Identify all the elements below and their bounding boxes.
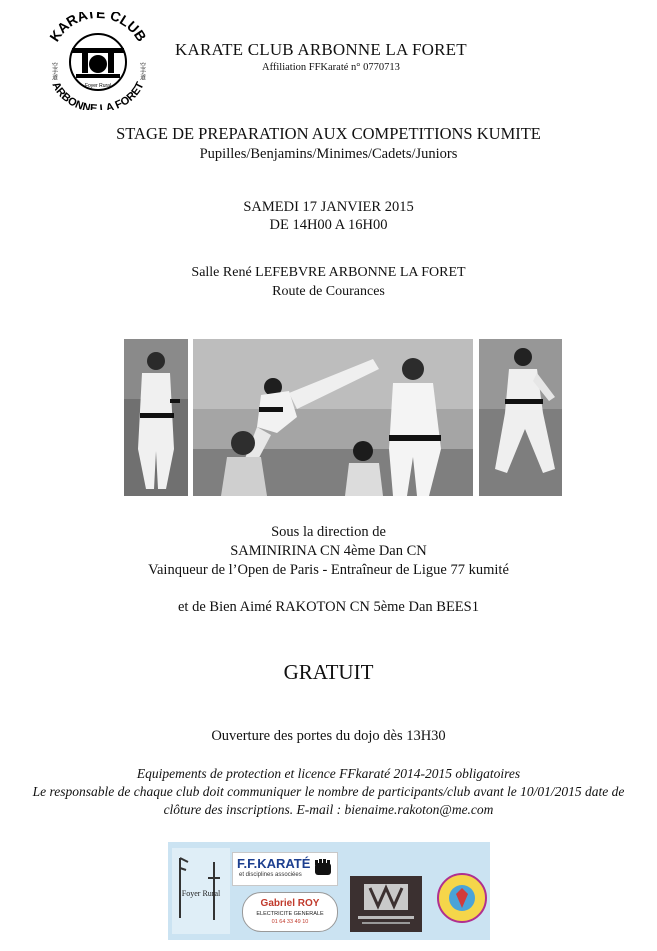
- club-name: KARATE CLUB ARBONNE LA FORET: [175, 40, 467, 59]
- event-venue: Salle René LEFEBVRE ARBONNE LA FORET: [191, 265, 466, 280]
- equipment-notice: Equipements de protection et licence FFkaraté 2014-2015 obligatoires: [136, 766, 521, 781]
- foyer-rural-logo: [172, 848, 230, 934]
- event-date: SAMEDI 17 JANVIER 2015: [243, 199, 414, 215]
- doors-opening: Ouverture des portes du dojo dès 13H30: [211, 728, 446, 744]
- age-categories: Pupilles/Benjamins/Minimes/Cadets/Juniors: [199, 146, 458, 162]
- event-road: Route de Courances: [272, 284, 385, 299]
- price-label: GRATUIT: [283, 660, 374, 684]
- kumite-action-photo: [193, 339, 473, 496]
- instructor-1-title: Vainqueur de l’Open de Paris - Entraîneur de Ligue 77 kumité: [148, 562, 509, 578]
- ffkarate-logo: [232, 852, 338, 886]
- roy-name: Gabriel ROY: [260, 898, 320, 909]
- event-time: DE 14H00 A 16H00: [269, 217, 388, 233]
- logo-kanji-right: 空手道: [138, 62, 146, 80]
- ffk-name: F.F.KARATÉ: [237, 856, 311, 871]
- instructor-2: et de Bien Aimé RAKOTON CN 5ème Dan BEES1: [178, 599, 479, 615]
- contact-notice-text: Le responsable de chaque club doit communiquer le nombre de participants/club avant le 10/01/2015 date de clôture des inscriptions. E-mail : bienaime.rakoton@me.com: [32, 784, 625, 817]
- sponsor-club-round-logo: [436, 864, 488, 930]
- foyer-text: Foyer Rural: [181, 889, 221, 898]
- contact-notice: [0, 783, 657, 819]
- roy-phone: 01 64 33 49 10: [271, 919, 309, 925]
- gabriel-roy-logo: [242, 892, 338, 932]
- stage-title: STAGE DE PREPARATION AUX COMPETITIONS KUMITE: [116, 124, 541, 143]
- logo-center-text: Foyer Rural: [84, 83, 112, 89]
- ffk-fist-icon: [312, 857, 334, 879]
- instructor-1: SAMINIRINA CN 4ème Dan CN: [230, 543, 427, 559]
- karateka-photo-left: [124, 339, 188, 496]
- sponsor-mh-logo: [350, 876, 422, 932]
- karateka-photo-right: [479, 339, 562, 496]
- logo-kanji-left: 空手道: [50, 62, 58, 80]
- direction-intro: Sous la direction de: [271, 524, 386, 540]
- roy-sub: ELECTRICITE GENERALE: [256, 911, 324, 917]
- sponsor-strip: [168, 842, 490, 940]
- club-logo: [42, 12, 154, 110]
- affiliation-number: Affiliation FFKaraté n° 0770713: [262, 62, 400, 73]
- logo-top-text: KARATE CLUB: [46, 12, 150, 45]
- logo-bottom-text: ARBONNE LA FORET: [49, 80, 147, 110]
- ffk-sub: et disciplines associées: [239, 872, 302, 878]
